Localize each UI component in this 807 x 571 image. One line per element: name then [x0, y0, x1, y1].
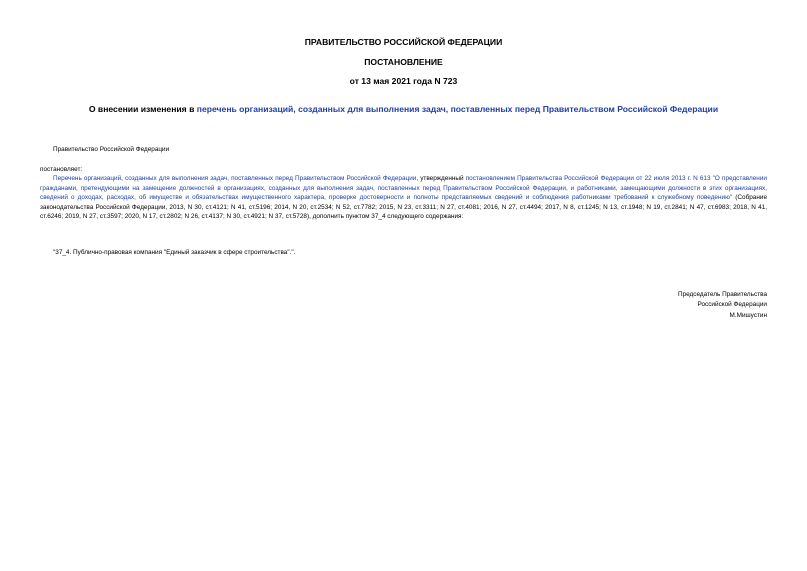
document-title	[0, 104, 807, 115]
government-heading: ПРАВИТЕЛЬСТВО РОССИЙСКОЙ ФЕДЕРАЦИИ	[304, 37, 503, 47]
signature-position-line2: Российской Федерации	[697, 301, 767, 308]
paragraph-text-1: , утвержденный	[416, 175, 466, 182]
amendment-text: "37_4. Публично-правовая компания "Единый заказчик в сфере строительства".".	[53, 249, 296, 256]
paragraph-text-2: (Собрание законодательства Российской Федерации, 2013, N 30, ст.4121; N 41, ст.5196; 2014, N 20, ст.2534; N 52, ст.7782; 2015, N 23, ст.3311; N 27, ст.4081; 2016, N 27, ст.4494; 2017, N 8, ст.1245; N 13, ст.1948; N 19, ст.2841; N 47, ст.6983; 2018, N 41, ст.6246; 2019, N 27, ст.3597; 2020, N 17, ст.2802; N 26, ст.4137; N 30, ст.4921; N 37, ст.5728), дополнить пунктом 37_4 следующего содержания:	[40, 194, 767, 221]
organizations-list-link[interactable]: Перечень организаций, созданных для выполнения задач, поставленных перед Правительством Российской Федерации	[53, 175, 417, 182]
resolution-613-link[interactable]: постановлением Правительства Российской Федерации от 22 июля 2013 г. N 613 "О представлении гражданами, претендующими на замещение должностей в организациях, созданных для выполнения задач, поставленных перед Правительством Российской Федерации, и работниками, замещающими должности в этих организациях, сведений о доходах, расходах, об имуществе и обязательствах имущественного характера, проверке достоверности и полноты представляемых сведений и соблюдения работниками требований к служебному поведению"	[40, 175, 767, 202]
signature-name: М.Мишустин	[729, 312, 767, 319]
signature-position-line1: Председатель Правительства	[678, 291, 767, 298]
document-date: от 13 мая 2021 года N 723	[349, 76, 458, 86]
main-paragraph	[40, 174, 767, 222]
title-link[interactable]: перечень организаций, созданных для выполнения задач, поставленных перед Правительством Российской Федерации	[196, 104, 719, 114]
document-type-heading: ПОСТАНОВЛЕНИЕ	[364, 57, 443, 67]
title-prefix: О внесении изменения в	[88, 104, 197, 114]
resolves-line: постановляет:	[40, 166, 83, 173]
government-line: Правительство Российской Федерации	[53, 146, 170, 153]
